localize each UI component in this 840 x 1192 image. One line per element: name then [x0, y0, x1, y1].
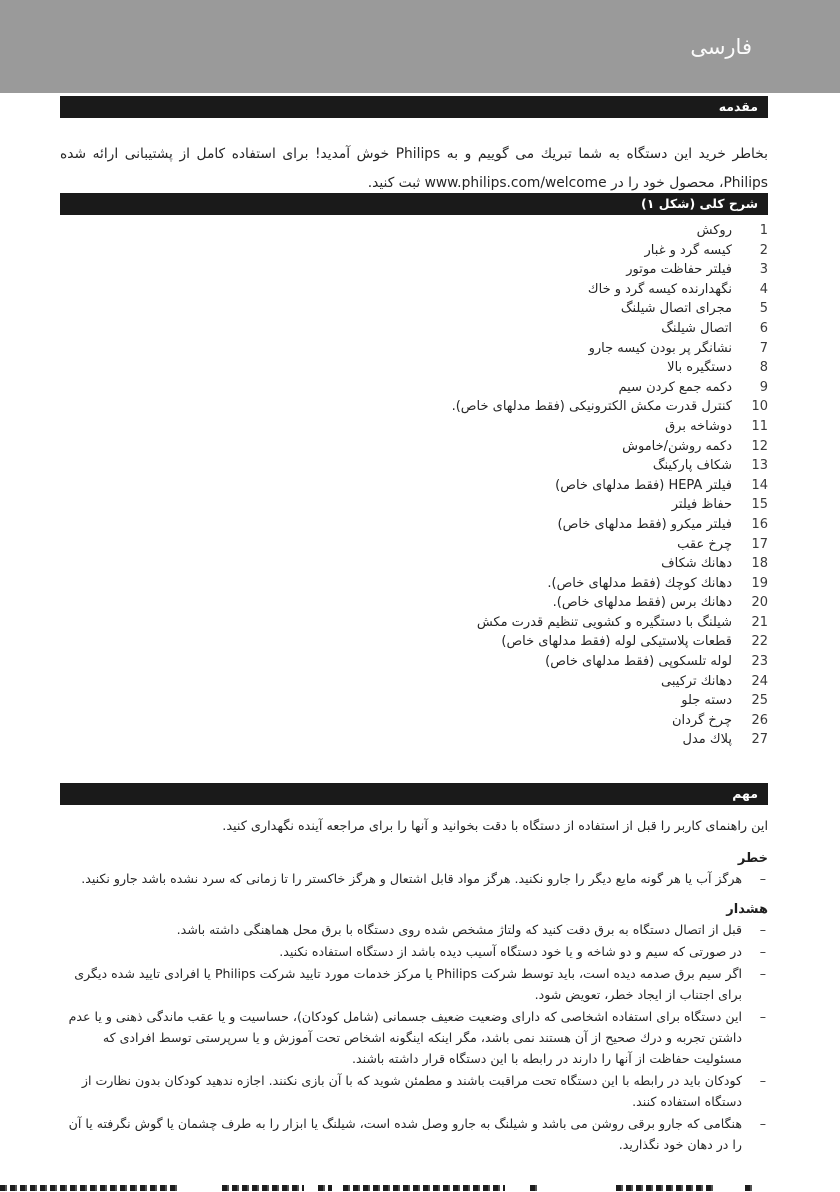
parts-list-item	[60, 730, 768, 750]
parts-list-item-label: دستگیره بالا	[667, 360, 732, 376]
parts-list-item	[60, 554, 768, 574]
parts-list-item	[60, 574, 768, 594]
parts-list-item-number: 18	[751, 556, 768, 572]
cut-text-fragment	[745, 1185, 754, 1191]
warning-bullet	[60, 1113, 768, 1155]
parts-list-item	[60, 280, 768, 300]
parts-list-item-label: شیلنگ با دستگیره و كشویی تنظیم قدرت مكش	[476, 614, 732, 630]
parts-list-item-number: 1	[759, 223, 768, 238]
parts-list-item-label: فیلتر میكرو (فقط مدلهای خاص)	[557, 516, 732, 532]
parts-list-item-label: فیلتر HEPA (فقط مدلهای خاص)	[555, 477, 732, 493]
parts-list-item-number: 22	[751, 634, 768, 650]
warning-bullet-list	[60, 919, 768, 1155]
parts-list-item	[60, 319, 768, 339]
cut-text-fragment	[530, 1185, 540, 1191]
parts-list-item-number: 4	[759, 281, 768, 297]
parts-list-item-number: 10	[751, 399, 768, 415]
parts-list-item-number: 27	[751, 732, 768, 748]
language-header-band	[0, 0, 840, 93]
parts-list-item	[60, 339, 768, 359]
parts-list-item-number: 6	[759, 320, 768, 336]
parts-list-item-number: 12	[751, 438, 768, 454]
parts-list-item-number: 20	[751, 595, 768, 611]
parts-list-item-label: دكمه روشن/خاموش	[622, 438, 732, 454]
warning-bullet-text: هنگامی كه جارو برقی روشن می باشد و شیلنگ به جارو وصل شده است، شیلنگ یا ابزار را به طرف چشمان یا گوش نگرفته یا آن را در دهان خود نگذارید.	[68, 1116, 742, 1152]
parts-list-item-number: 13	[751, 458, 768, 474]
parts-list-item	[60, 417, 768, 437]
parts-list-item	[60, 613, 768, 633]
section-bar-general-description	[60, 193, 768, 215]
warning-bullet-text: اگر سیم برق صدمه دیده است، باید توسط شركت Philips یا مركز خدمات مورد تایید شركت Philips یا افرادی تایید شده دیگری برای اجتناب از ایجاد خطر، تعویض شود.	[74, 966, 742, 1002]
parts-list-item	[60, 221, 768, 241]
parts-list-item-number: 7	[759, 340, 768, 356]
warning-bullet-text: این دستگاه برای استفاده اشخاصی كه دارای وضعیت ضعیف جسمانی (شامل كودكان)، حساسیت و یا عقب ماندگی ذهنی و یا عدم داشتن تجربه و درك صحیح از آن هستند نمی باشد، مگر اینكه اینگونه اشخاص تحت آموزش و یا سرپرستی توسط افرادی كه مسئولیت حفاظت از آنها را دارند در رابطه با این دستگاه قرار داشته باشند.	[68, 1009, 742, 1066]
parts-list-item-label: دهانك شكاف	[661, 556, 732, 572]
parts-list-item	[60, 378, 768, 398]
parts-list-item-number: 9	[759, 379, 768, 395]
parts-list-item-label: مجرای اتصال شیلنگ	[620, 301, 732, 317]
warning-bullet	[60, 919, 768, 940]
parts-list-item-label: چرخ عقب	[677, 536, 732, 552]
parts-list-item-label: چرخ گردان	[671, 712, 732, 728]
parts-list-item-label: شكاف پاركینگ	[652, 458, 732, 474]
bullet-dash-marker: –	[759, 1073, 766, 1088]
parts-list-item-label: اتصال شیلنگ	[661, 320, 732, 336]
parts-list-item-number: 26	[751, 712, 768, 728]
parts-list-item	[60, 515, 768, 535]
parts-list-item-label: نگهدارنده كیسه گرد و خاك	[587, 281, 732, 297]
parts-list-item	[60, 358, 768, 378]
cut-text-fragment	[318, 1185, 332, 1191]
parts-list-item-label: دوشاخه برق	[665, 418, 732, 434]
warning-bullet-text: كودكان باید در رابطه با این دستگاه تحت مراقبت باشند و مطمئن شوید كه با آن بازی نكنند. اجازه ندهید كودكان بدون نظارت از دستگاه استفاده كنند.	[81, 1073, 742, 1109]
parts-list-item	[60, 711, 768, 731]
warning-bullet	[60, 963, 768, 1005]
section-bar-introduction-label: مقدمه	[718, 99, 758, 114]
warning-bullet	[60, 941, 768, 962]
parts-list-item	[60, 535, 768, 555]
cut-text-fragment	[343, 1185, 505, 1191]
danger-bullet-text: هرگز آب یا هر گونه مایع دیگر را جارو نكنید. هرگز مواد قابل اشتعال و هرگز خاكستر را تا زمانی كه سرد نشده باشد جارو نكنید.	[81, 871, 742, 886]
parts-list-item	[60, 241, 768, 261]
parts-list-item-label: كیسه گرد و غبار	[644, 242, 732, 258]
warning-bullet-text: در صورتی كه سیم و دو شاخه و یا خود دستگاه آسیب دیده باشد از دستگاه استفاده نكنید.	[279, 944, 742, 959]
parts-list-item-label: حفاظ فیلتر	[671, 497, 732, 513]
bullet-dash-marker: –	[759, 922, 766, 937]
parts-list-item-label: دهانك تركیبی	[661, 673, 732, 689]
warning-bullet	[60, 1070, 768, 1112]
cut-text-fragment	[0, 1185, 180, 1191]
parts-list-item-label: دهانك كوچك (فقط مدلهای خاص).	[547, 575, 732, 591]
parts-list-item-number: 14	[751, 477, 768, 493]
warning-heading: هشدار	[726, 902, 768, 917]
parts-list-item-label: نشانگر پر بودن كیسه جارو	[588, 340, 732, 356]
parts-list-item-label: دكمه جمع كردن سیم	[618, 379, 732, 395]
parts-list-item	[60, 397, 768, 417]
section-bar-general-description-label: شرح كلی (شكل ۱)	[641, 196, 758, 211]
cut-text-fragment	[222, 1185, 304, 1191]
bullet-dash-marker: –	[759, 1009, 766, 1024]
parts-list-item	[60, 652, 768, 672]
parts-list-item	[60, 691, 768, 711]
section-bar-important-label: مهم	[732, 786, 758, 801]
parts-list-item-label: روكش	[696, 223, 732, 238]
parts-list-item-number: 5	[759, 301, 768, 317]
section-bar-important	[60, 783, 768, 805]
parts-list-item-label: كنترل قدرت مكش الكترونیكی (فقط مدلهای خاص).	[451, 399, 732, 415]
language-label: فارسی	[690, 35, 752, 59]
section-bar-introduction	[60, 96, 768, 118]
bullet-dash-marker: –	[759, 944, 766, 959]
parts-list-item	[60, 260, 768, 280]
parts-list-item-label: لوله تلسكوپی (فقط مدلهای خاص)	[545, 654, 732, 670]
parts-list-item	[60, 299, 768, 319]
parts-list-item-number: 25	[751, 693, 768, 709]
parts-list-item-number: 15	[751, 497, 768, 513]
parts-list-item-number: 16	[751, 516, 768, 532]
bullet-dash-marker: –	[759, 966, 766, 981]
bullet-dash-marker: –	[759, 1116, 766, 1131]
parts-list-item-number: 24	[751, 673, 768, 689]
introduction-paragraph: بخاطر خرید این دستگاه به شما تبریك می گوییم و به Philips خوش آمدید! برای استفاده كامل از پشتیبانی ارائه شده Philips، محصول خود را در www.philips.com/welcome ثبت كنید.	[60, 145, 768, 191]
parts-list-item-label: پلاك مدل	[682, 732, 732, 748]
bullet-dash-marker: –	[759, 871, 766, 886]
danger-bullet-list	[60, 868, 768, 889]
parts-list-item-number: 11	[751, 418, 768, 434]
parts-list-item-label: قطعات پلاستیكی لوله (فقط مدلهای خاص)	[501, 634, 732, 650]
parts-list-item-number: 8	[759, 360, 768, 376]
parts-list-item	[60, 672, 768, 692]
parts-list-item	[60, 456, 768, 476]
parts-list-item-number: 19	[751, 575, 768, 591]
cut-text-fragment	[616, 1185, 713, 1191]
parts-list-item	[60, 593, 768, 613]
warning-bullet	[60, 1006, 768, 1069]
parts-list-item-label: دهانك برس (فقط مدلهای خاص).	[552, 595, 732, 611]
parts-list-item	[60, 495, 768, 515]
parts-list-item-number: 17	[751, 536, 768, 552]
page-edge-print-artifact	[0, 1183, 840, 1192]
parts-list-item-number: 2	[759, 242, 768, 258]
parts-list-item-label: فیلتر حفاظت موتور	[626, 262, 732, 278]
parts-list-item	[60, 632, 768, 652]
danger-heading: خطر	[737, 851, 768, 866]
parts-list-item	[60, 437, 768, 457]
parts-list-item	[60, 476, 768, 496]
parts-list-item-number: 21	[751, 614, 768, 630]
parts-list-item-number: 3	[759, 262, 768, 278]
parts-numbered-list	[60, 221, 768, 750]
important-intro-paragraph: این راهنمای كاربر را قبل از استفاده از دستگاه با دقت بخوانید و آنها را برای مراجعه آینده نگهداری كنید.	[222, 819, 768, 834]
important-section	[60, 805, 768, 1156]
danger-bullet	[60, 868, 768, 889]
warning-bullet-text: قبل از اتصال دستگاه به برق دقت كنید كه ولتاژ مشخص شده روی دستگاه با برق محل هماهنگی داشته باشد.	[176, 922, 742, 937]
parts-list-item-label: دسته جلو	[681, 693, 732, 709]
parts-list-item-number: 23	[751, 654, 768, 670]
